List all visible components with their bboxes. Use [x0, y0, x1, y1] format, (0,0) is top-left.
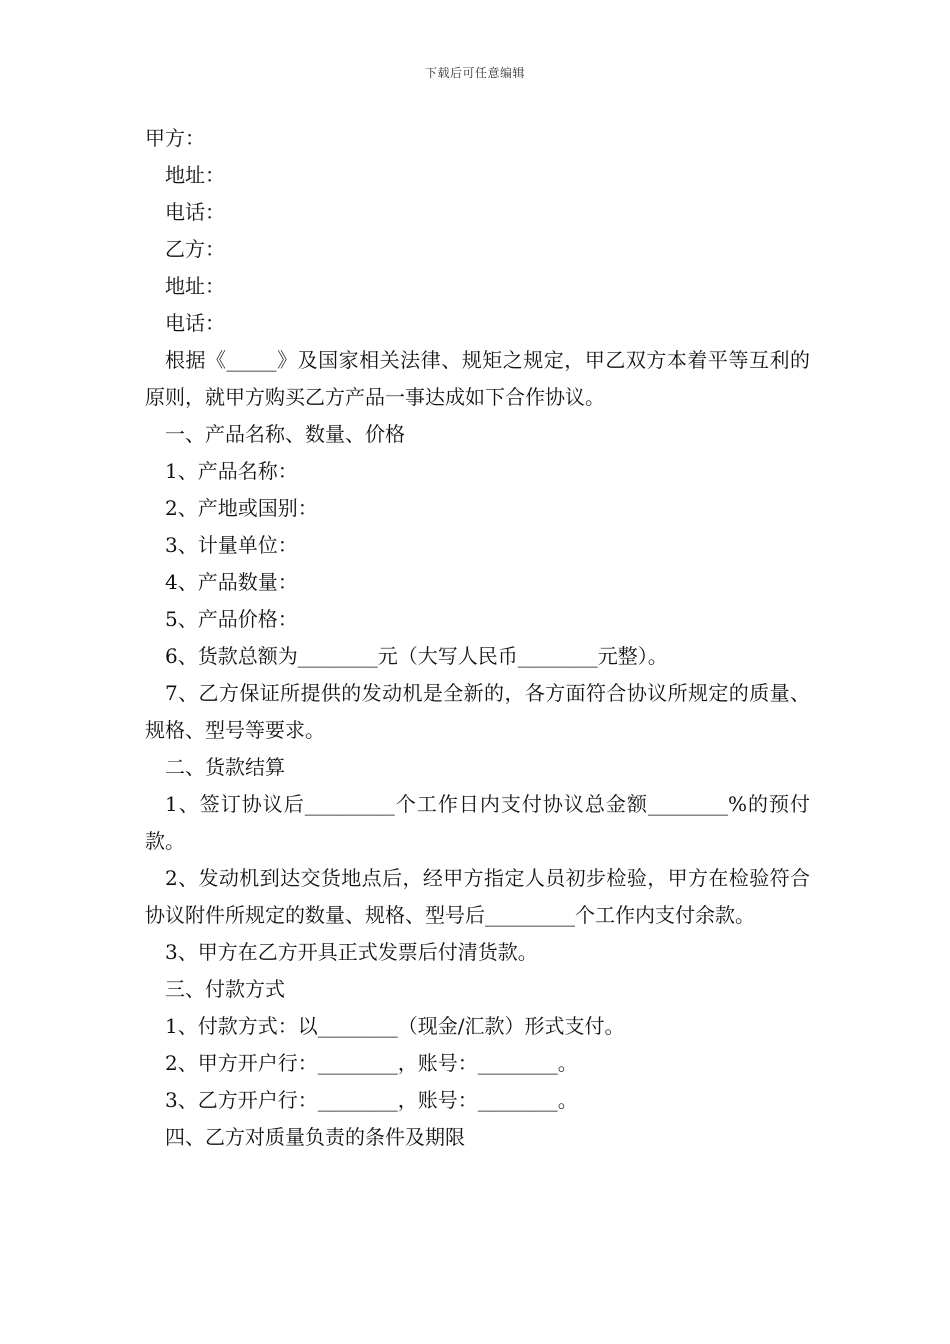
contract-line: 甲方：: [145, 126, 205, 150]
contract-line: 2、甲方开户行：________，账号：________。: [165, 1051, 578, 1075]
contract-line: 2、产地或国别：: [165, 496, 318, 520]
contract-line: 5、产品价格：: [165, 607, 298, 631]
contract-line: 2、发动机到达交货地点后，经甲方指定人员初步检验，甲方在检验符合协议附件所规定的数量、规格、型号后_________个工作内支付余款。: [145, 866, 810, 927]
contract-line: 乙方：: [165, 237, 225, 261]
contract-line: 1、产品名称：: [165, 459, 298, 483]
contract-line: 四、乙方对质量负责的条件及期限: [165, 1125, 465, 1149]
contract-line: 地址：: [165, 274, 225, 298]
contract-line: 电话：: [165, 200, 225, 224]
header-note: 下载后可任意编辑: [424, 66, 525, 80]
contract-line: 电话：: [165, 311, 225, 335]
contract-line: 3、乙方开户行：________，账号：________。: [165, 1088, 578, 1112]
contract-line: 一、产品名称、数量、价格: [165, 422, 405, 446]
contract-line: 1、付款方式：以________（现金/汇款）形式支付。: [165, 1014, 625, 1038]
contract-body: [145, 120, 810, 1156]
contract-line: 二、货款结算: [165, 755, 285, 779]
contract-line: 1、签订协议后_________个工作日内支付协议总金额________%的预付款。: [145, 792, 810, 853]
contract-line: 7、乙方保证所提供的发动机是全新的，各方面符合协议所规定的质量、规格、型号等要求。: [145, 681, 810, 742]
contract-line: 3、甲方在乙方开具正式发票后付清货款。: [165, 940, 538, 964]
contract-line: 3、计量单位：: [165, 533, 298, 557]
contract-line: 6、货款总额为________元（大写人民币________元整）。: [165, 644, 668, 668]
contract-line: 三、付款方式: [165, 977, 285, 1001]
contract-line: 4、产品数量：: [165, 570, 298, 594]
contract-line: 地址：: [165, 163, 225, 187]
contract-line: 根据《_____》及国家相关法律、规矩之规定，甲乙双方本着平等互利的原则，就甲方购买乙方产品一事达成如下合作协议。: [145, 348, 810, 409]
